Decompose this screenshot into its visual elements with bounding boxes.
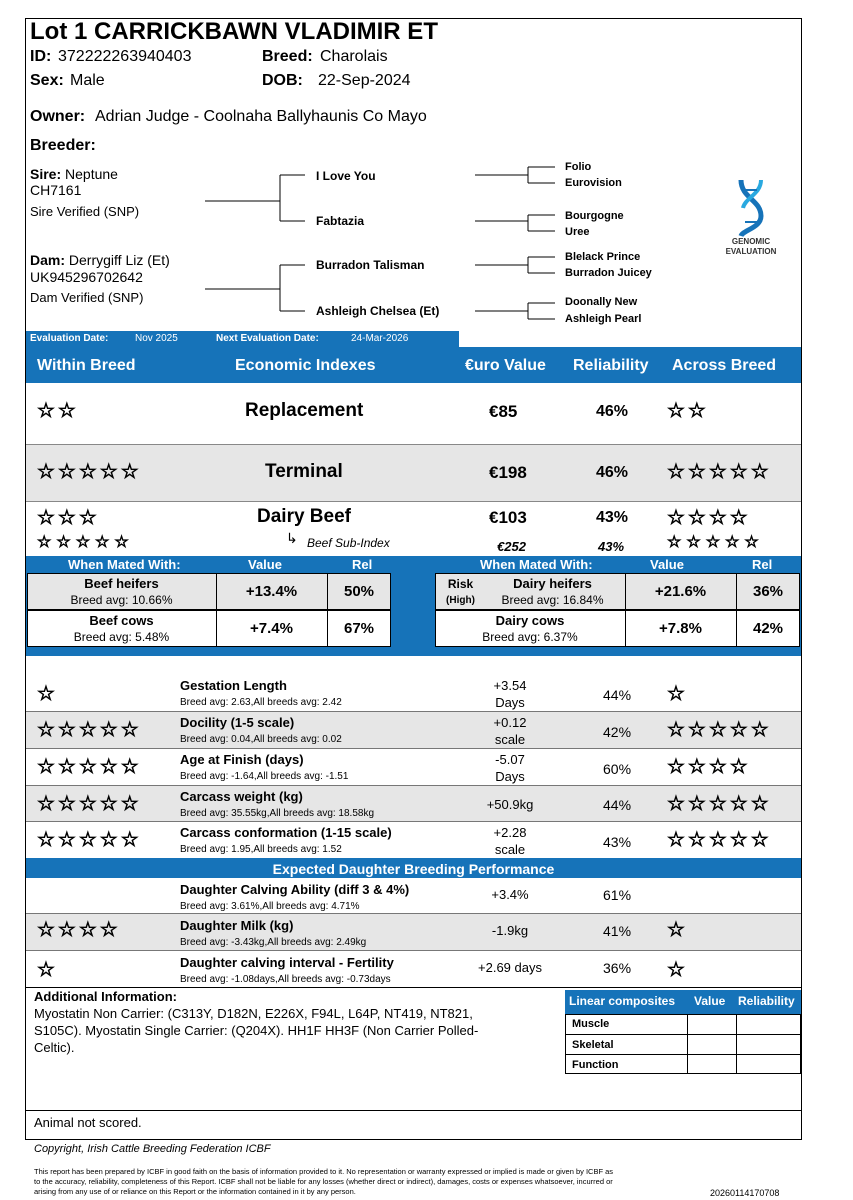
trait-name: Age at Finish (days) <box>180 752 304 767</box>
traits-across-header: Across Breed <box>685 658 777 674</box>
beef-cows-rel: 67% <box>343 620 375 637</box>
genomic-line1: GENOMIC <box>731 237 771 246</box>
trait-within-stars: ☆☆☆☆☆ <box>37 756 142 778</box>
daughter-within-stars: ☆☆☆☆ <box>37 919 121 941</box>
daughter-value: -1.9kg <box>491 923 529 938</box>
trait-within-stars: ☆☆☆☆☆ <box>37 719 142 741</box>
owner-value: Adrian Judge - Coolnaha Ballyhaunis Co Mayo <box>95 108 427 125</box>
trait-value: +0.12 <box>493 715 527 730</box>
pedigree-dd: Ashleigh Chelsea (Et) <box>316 304 440 318</box>
trait-unit: Days <box>495 769 525 784</box>
owner-label: Owner: <box>30 108 86 125</box>
trait-unit: Days <box>495 695 525 710</box>
trait-avg: Breed avg: 0.04,All breeds avg: 0.02 <box>180 734 342 745</box>
daughter-value: +3.4% <box>491 887 529 902</box>
eval-date-value: Nov 2025 <box>135 333 178 344</box>
id-value: 372222263940403 <box>58 48 192 65</box>
replacement-name: Replacement <box>245 400 364 421</box>
subindex-rel: 43% <box>598 539 625 554</box>
mated-left-rel-header: Rel <box>352 557 373 572</box>
breed-value: Charolais <box>320 48 388 65</box>
breeder-label: Breeder: <box>30 137 96 154</box>
terminal-value: €198 <box>489 463 527 482</box>
terminal-name: Terminal <box>265 461 343 482</box>
dairy-heifers-avg: Breed avg: 16.84% <box>501 593 604 607</box>
econ-across-header: Across Breed <box>672 357 777 374</box>
trait-across-stars: ☆☆☆☆☆ <box>667 829 772 851</box>
trait-rel: 42% <box>603 724 632 740</box>
daughter-avg: Breed avg: -3.43kg,All breeds avg: 2.49kg <box>180 937 367 948</box>
daughter-name: Daughter Milk (kg) <box>180 918 294 933</box>
econ-reliability-header: Reliability <box>573 357 649 374</box>
subindex-across-stars: ☆☆☆☆☆ <box>667 534 764 551</box>
mated-right-header: When Mated With: <box>480 557 593 572</box>
linear-value-header: Value <box>694 994 726 1008</box>
subindex-within-stars: ☆☆☆☆☆ <box>37 534 134 551</box>
dairy-cows-rel: 42% <box>752 620 784 637</box>
daughter-header: Expected Daughter Breeding Performance <box>272 861 555 877</box>
trait-avg: Breed avg: 35.55kg,All breeds avg: 18.58kg <box>180 808 375 819</box>
linear-reliability-header: Reliability <box>738 994 795 1008</box>
pedigree-sd: Fabtazia <box>316 214 365 228</box>
genomic-line2: EVALUATION <box>725 247 777 256</box>
subindex-arrow-icon: ↳ <box>286 530 298 546</box>
trait-avg: Breed avg: 2.63,All breeds avg: 2.42 <box>180 697 342 708</box>
daughter-rel: 36% <box>603 960 632 976</box>
eval-date-label: Evaluation Date: <box>30 333 109 344</box>
pedigree-lines <box>0 0 853 340</box>
not-scored: Animal not scored. <box>34 1115 142 1130</box>
dob-label: DOB: <box>262 72 303 89</box>
daughter-avg: Breed avg: -1.08days,All breeds avg: -0.73days <box>180 974 391 985</box>
dob-value: 22-Sep-2024 <box>318 72 411 89</box>
dam-label: Dam: <box>30 252 66 268</box>
econ-indexes-header: Economic Indexes <box>235 357 376 374</box>
dna-icon <box>733 178 769 238</box>
econ-value-header: €uro Value <box>465 357 546 374</box>
trait-rel: 44% <box>603 687 632 703</box>
id-label: ID: <box>30 48 52 65</box>
dam-code: UK945296702642 <box>30 269 143 285</box>
daughter-name: Daughter Calving Ability (diff 3 & 4%) <box>180 882 410 897</box>
linear-function: Function <box>572 1059 619 1071</box>
dairy-heifers-rel: 36% <box>752 583 784 600</box>
dairy-cows-value: +7.8% <box>659 620 702 637</box>
replacement-across-stars: ☆☆ <box>667 400 709 422</box>
replacement-rel: 46% <box>596 403 629 420</box>
pedigree-dss: Blelack Prince <box>565 251 641 263</box>
report-id: 20260114170708 <box>710 1188 780 1198</box>
terminal-across-stars: ☆☆☆☆☆ <box>667 461 772 483</box>
beef-cows-avg: Breed avg: 5.48% <box>73 630 170 644</box>
trait-rel: 60% <box>603 761 632 777</box>
pedigree-ss: I Love You <box>316 169 376 183</box>
dairybeef-value: €103 <box>489 508 527 527</box>
mated-left-header: When Mated With: <box>68 557 181 572</box>
copyright: Copyright, Irish Cattle Breeding Federation ICBF <box>34 1143 271 1155</box>
trait-unit: scale <box>494 732 526 747</box>
daughter-value: +2.69 days <box>478 960 542 975</box>
traits-within-header: Within Breed <box>50 658 137 674</box>
daughter-avg: Breed avg: 3.61%,All breeds avg: 4.71% <box>180 901 360 912</box>
daughter-rel: 61% <box>603 887 632 903</box>
terminal-within-stars: ☆☆☆☆☆ <box>37 461 142 483</box>
trait-avg: Breed avg: 1.95,All breeds avg: 1.52 <box>180 844 342 855</box>
dairy-cows-avg: Breed avg: 6.37% <box>482 630 578 644</box>
trait-value: +2.28 <box>493 825 527 840</box>
linear-title: Linear composites <box>569 994 676 1008</box>
pedigree-ds: Burradon Talisman <box>316 258 425 272</box>
sire-name: Neptune <box>65 166 118 182</box>
mated-right-rel-header: Rel <box>752 557 773 572</box>
econ-within-header: Within Breed <box>37 357 136 374</box>
trait-within-stars: ☆☆☆☆☆ <box>37 793 142 815</box>
trait-value: -5.07 <box>495 752 525 767</box>
trait-name: Docility (1-5 scale) <box>180 715 295 730</box>
beef-heifers-avg: Breed avg: 10.66% <box>70 593 173 607</box>
pedigree-sdd: Uree <box>565 226 590 238</box>
trait-name: Gestation Length <box>180 678 287 693</box>
beef-cows-name: Beef cows <box>89 613 154 628</box>
subindex-value: €252 <box>497 539 526 554</box>
traits-title-header: Key Replacement Profit Traits <box>180 658 379 674</box>
dairybeef-name: Dairy Beef <box>257 506 351 527</box>
next-eval-label: Next Evaluation Date: <box>216 333 319 344</box>
trait-name: Carcass weight (kg) <box>180 789 303 804</box>
sex-value: Male <box>70 72 105 89</box>
trait-within-stars: ☆☆☆☆☆ <box>37 829 142 851</box>
sire-verified: Sire Verified (SNP) <box>30 204 140 219</box>
beef-heifers-name: Beef heifers <box>84 576 159 591</box>
dairybeef-across-stars: ☆☆☆☆ <box>667 507 751 529</box>
replacement-value: €85 <box>489 402 518 421</box>
beef-heifers-rel: 50% <box>343 583 375 600</box>
dairybeef-rel: 43% <box>596 509 629 526</box>
trait-avg: Breed avg: -1.64,All breeds avg: -1.51 <box>180 771 349 782</box>
trait-within-stars: ☆ <box>37 683 58 705</box>
pedigree-dsd: Burradon Juicey <box>565 267 652 279</box>
sex-label: Sex: <box>30 72 64 89</box>
trait-across-stars: ☆☆☆☆☆ <box>667 793 772 815</box>
pedigree-sss: Folio <box>565 161 592 173</box>
trait-value: +3.54 <box>493 678 527 693</box>
daughter-row <box>26 878 801 914</box>
trait-rel: 43% <box>603 834 632 850</box>
dam-verified: Dam Verified (SNP) <box>30 290 144 305</box>
trait-across-stars: ☆☆☆☆☆ <box>667 719 772 741</box>
pedigree-ssd: Eurovision <box>565 177 622 189</box>
beef-cows-value: +7.4% <box>250 620 293 637</box>
trait-across-stars: ☆ <box>667 683 688 705</box>
beef-heifers-value: +13.4% <box>245 583 298 600</box>
risk-level: (High) <box>446 595 475 606</box>
replacement-within-stars: ☆☆ <box>37 400 79 422</box>
trait-across-stars: ☆☆☆☆ <box>667 756 751 778</box>
pedigree-ddd: Ashleigh Pearl <box>565 313 642 325</box>
mated-left-value-header: Value <box>248 557 282 572</box>
daughter-rel: 41% <box>603 923 632 939</box>
risk-label: Risk <box>447 577 474 591</box>
next-eval-value: 24-Mar-2026 <box>351 333 409 344</box>
daughter-within-stars: ☆ <box>37 959 58 981</box>
trait-name: Carcass conformation (1-15 scale) <box>180 825 392 840</box>
mated-right-value-header: Value <box>650 557 684 572</box>
sire-label: Sire: <box>30 166 62 182</box>
trait-unit: scale <box>494 842 526 857</box>
dam-name: Derrygiff Liz (Et) <box>68 252 170 268</box>
daughter-name: Daughter calving interval - Fertility <box>180 955 394 970</box>
terminal-rel: 46% <box>596 464 629 481</box>
dairybeef-within-stars: ☆☆☆ <box>37 507 100 529</box>
traits-reliability-header: Reliability <box>584 658 651 674</box>
additional-text: Myostatin Non Carrier: (C313Y, D182N, E226X, F94L, L64P, NT419, NT821, S105C). Myostatin Single Carrier: (Q204X). HH1F HH3F (Non Carrier Polled-Celtic). <box>34 1006 479 1055</box>
additional-title: Additional Information: <box>34 989 177 1004</box>
traits-value-header: Value <box>493 658 530 674</box>
dairy-heifers-value: +21.6% <box>654 583 707 600</box>
sire-code: CH7161 <box>30 182 82 198</box>
daughter-across-stars: ☆ <box>667 919 688 941</box>
disclaimer: This report has been prepared by ICBF in good faith on the basis of information provided to it. No representation or warranty expressed or implied is made or given by ICBF as to the accuracy, reliability, completeness of this Report. ICBF shall not be liable for any losses (whether direct or indirect), damages, costs or expenses whatsoever, incurred or arising from any use of or reliance on this Report or the information contained in it by any person. <box>34 1167 614 1196</box>
pedigree-sds: Bourgogne <box>565 210 624 222</box>
trait-value: +50.9kg <box>486 797 534 812</box>
dairy-heifers-name: Dairy heifers <box>513 576 592 591</box>
lot-title: Lot 1 CARRICKBAWN VLADIMIR ET <box>30 18 438 45</box>
linear-muscle: Muscle <box>572 1018 610 1030</box>
dairy-cows-name: Dairy cows <box>495 613 565 628</box>
linear-skeletal: Skeletal <box>572 1039 614 1051</box>
subindex-label: Beef Sub-Index <box>307 536 390 550</box>
trait-rel: 44% <box>603 797 632 813</box>
daughter-across-stars: ☆ <box>667 959 688 981</box>
pedigree-dds: Doonally New <box>565 296 638 308</box>
breed-label: Breed: <box>262 48 313 65</box>
